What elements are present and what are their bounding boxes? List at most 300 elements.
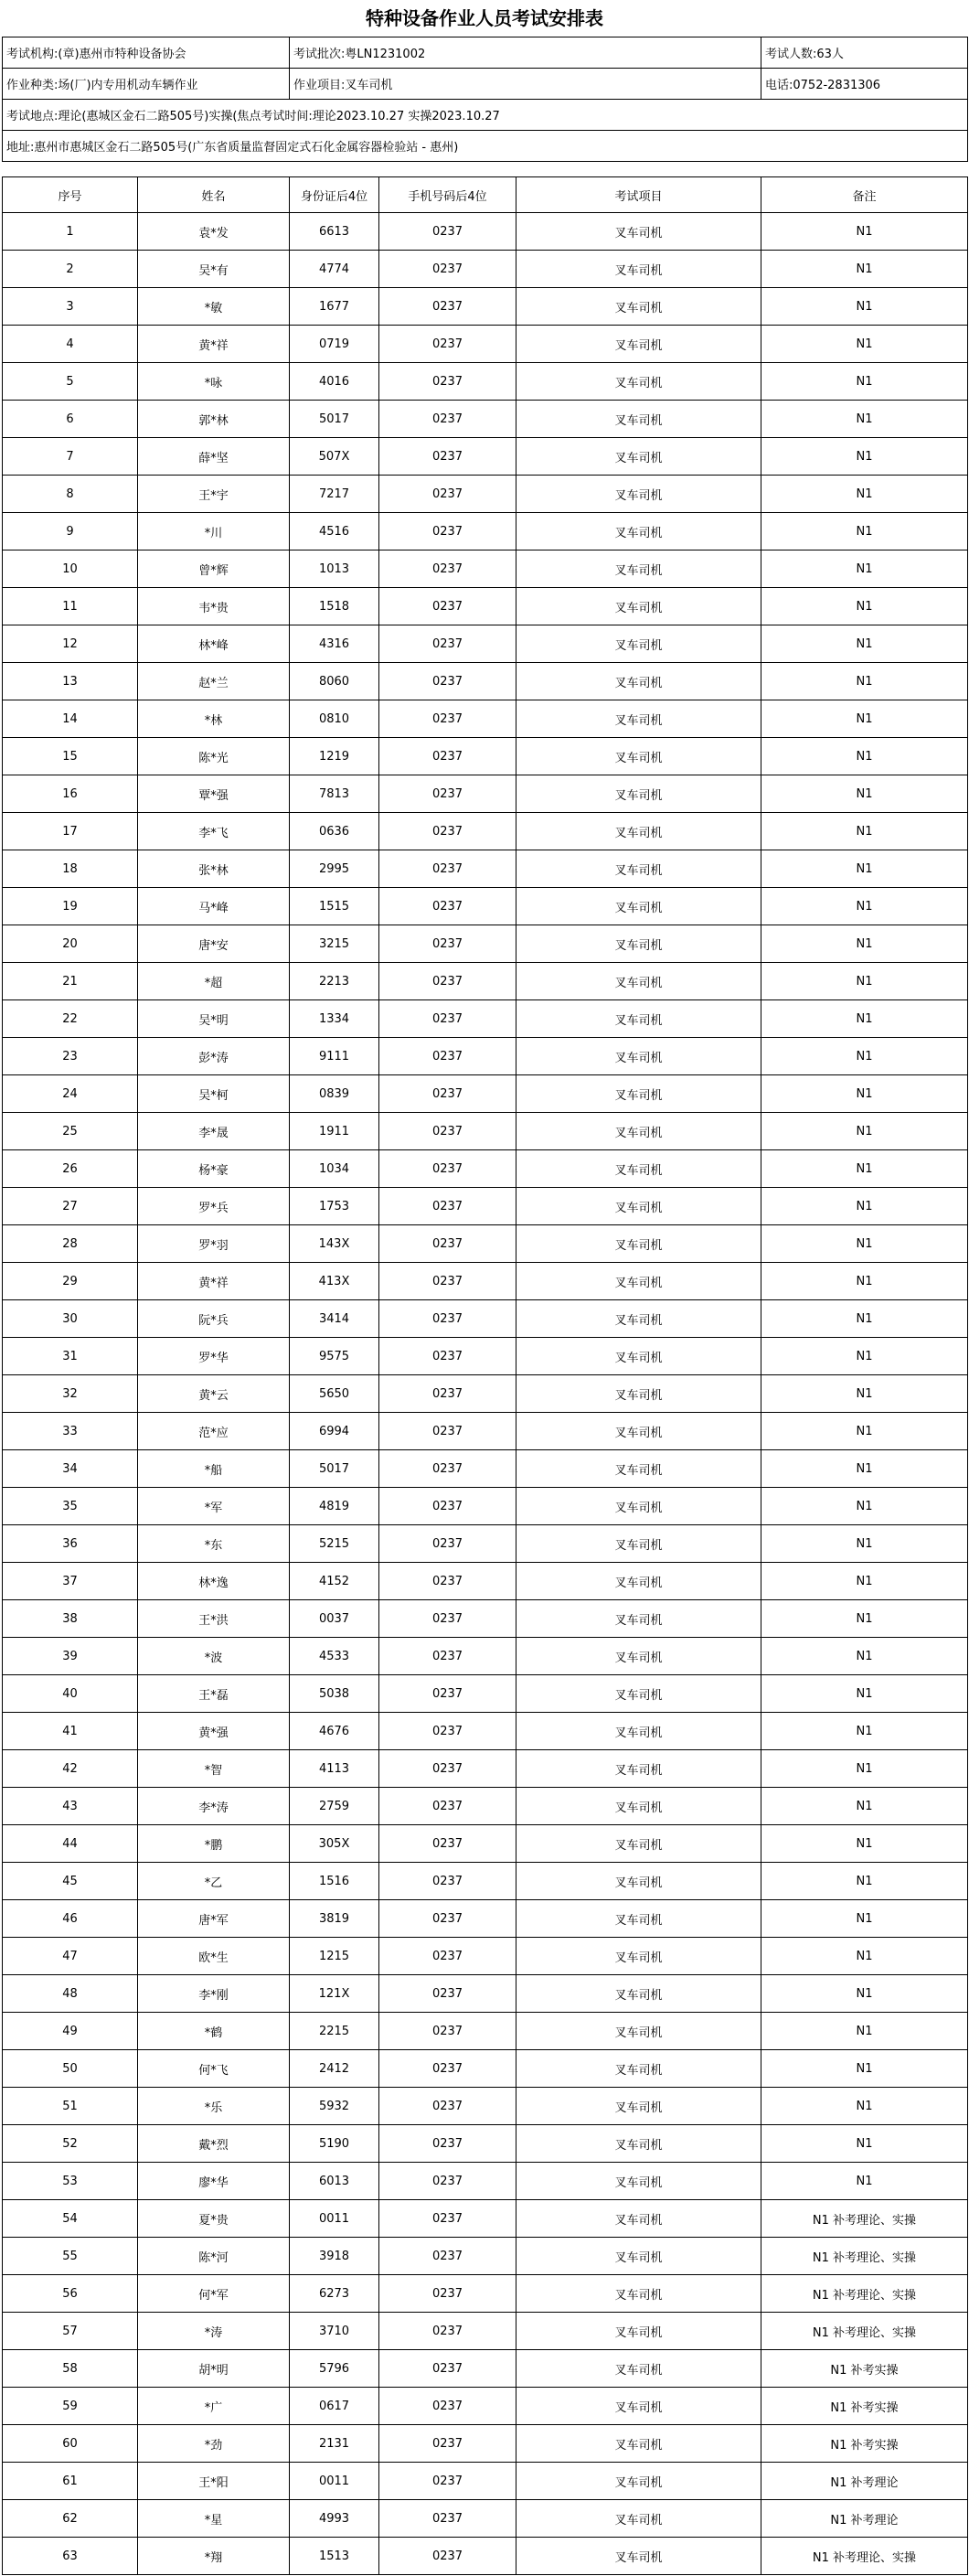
table-row	[3, 963, 968, 1000]
exam-item: 叉车司机	[516, 326, 761, 363]
remark: N1 补考实操	[761, 2388, 968, 2425]
id-last4: 1753	[290, 1188, 379, 1225]
id-last4: 7813	[290, 775, 379, 813]
row-index: 57	[3, 2313, 138, 2350]
remark: N1 补考理论、实操	[761, 2200, 968, 2238]
candidate-name: 赵*兰	[138, 663, 290, 700]
phone-last4: 0237	[379, 2125, 516, 2163]
table-row	[3, 700, 968, 738]
phone-last4: 0237	[379, 813, 516, 850]
phone-last4: 0237	[379, 588, 516, 625]
exam-item: 叉车司机	[516, 513, 761, 550]
candidate-name: *涛	[138, 2313, 290, 2350]
id-last4: 1034	[290, 1150, 379, 1188]
id-last4: 1911	[290, 1113, 379, 1150]
remark: N1	[761, 1338, 968, 1375]
exam-item: 叉车司机	[516, 1675, 761, 1713]
exam-item: 叉车司机	[516, 625, 761, 663]
table-row	[3, 2350, 968, 2388]
exam-item: 叉车司机	[516, 288, 761, 326]
id-last4: 0719	[290, 326, 379, 363]
candidate-name: *咏	[138, 363, 290, 401]
table-row	[3, 1338, 968, 1375]
candidate-name: 韦*贵	[138, 588, 290, 625]
table-row	[3, 1675, 968, 1713]
remark: N1	[761, 2013, 968, 2050]
phone-last4: 0237	[379, 513, 516, 550]
id-last4: 143X	[290, 1225, 379, 1263]
table-row	[3, 775, 968, 813]
exam-item: 叉车司机	[516, 850, 761, 888]
remark: N1	[761, 1788, 968, 1825]
phone-last4: 0237	[379, 625, 516, 663]
phone-last4: 0237	[379, 888, 516, 925]
phone-last4: 0237	[379, 1225, 516, 1263]
exam-item: 叉车司机	[516, 2200, 761, 2238]
phone-last4: 0237	[379, 2463, 516, 2500]
exam-item: 叉车司机	[516, 700, 761, 738]
row-index: 38	[3, 1600, 138, 1638]
table-row	[3, 663, 968, 700]
candidate-name: *星	[138, 2500, 290, 2538]
table-row	[3, 888, 968, 925]
candidate-name: 唐*安	[138, 925, 290, 963]
row-index: 62	[3, 2500, 138, 2538]
remark: N1 补考实操	[761, 2425, 968, 2463]
phone-last4: 0237	[379, 1863, 516, 1900]
exam-item: 叉车司机	[516, 1600, 761, 1638]
row-index: 21	[3, 963, 138, 1000]
candidate-name: 罗*华	[138, 1338, 290, 1375]
remark: N1	[761, 738, 968, 775]
exam-item: 叉车司机	[516, 1938, 761, 1975]
remark: N1	[761, 2125, 968, 2163]
exam-item: 叉车司机	[516, 1150, 761, 1188]
candidate-name: 吴*柯	[138, 1075, 290, 1113]
phone-last4: 0237	[379, 663, 516, 700]
row-index: 30	[3, 1300, 138, 1338]
row-index: 44	[3, 1825, 138, 1863]
table-row	[3, 1300, 968, 1338]
row-index: 43	[3, 1788, 138, 1825]
header-name: 姓名	[138, 177, 290, 213]
phone-last4: 0237	[379, 1713, 516, 1750]
phone-last4: 0237	[379, 1113, 516, 1150]
phone-last4: 0237	[379, 2425, 516, 2463]
remark: N1	[761, 1938, 968, 1975]
remark: N1	[761, 1488, 968, 1525]
exam-place-time: 考试地点:理论(惠城区金石二路505号)实操(焦点考试时间:理论2023.10.27 实操2023.10.27	[3, 100, 968, 131]
id-last4: 4676	[290, 1713, 379, 1750]
candidate-name: *波	[138, 1638, 290, 1675]
exam-item: 叉车司机	[516, 813, 761, 850]
row-index: 55	[3, 2238, 138, 2275]
exam-item: 叉车司机	[516, 1075, 761, 1113]
id-last4: 4533	[290, 1638, 379, 1675]
phone-last4: 0237	[379, 2538, 516, 2575]
id-last4: 0839	[290, 1075, 379, 1113]
table-row	[3, 2088, 968, 2125]
header-index: 序号	[3, 177, 138, 213]
exam-batch: 考试批次:粤LN1231002	[290, 37, 761, 69]
candidate-name: 李*涛	[138, 1788, 290, 1825]
id-last4: 5215	[290, 1525, 379, 1563]
phone-last4: 0237	[379, 1000, 516, 1038]
candidate-name: 曾*辉	[138, 550, 290, 588]
remark: N1	[761, 963, 968, 1000]
remark: N1 补考实操	[761, 2350, 968, 2388]
id-last4: 0617	[290, 2388, 379, 2425]
remark: N1	[761, 1975, 968, 2013]
table-row	[3, 2463, 968, 2500]
id-last4: 1215	[290, 1938, 379, 1975]
row-index: 2	[3, 251, 138, 288]
exam-item: 叉车司机	[516, 1900, 761, 1938]
table-header-row	[3, 177, 968, 213]
candidate-name: *翔	[138, 2538, 290, 2575]
table-row	[3, 1525, 968, 1563]
table-row	[3, 2275, 968, 2313]
phone-last4: 0237	[379, 401, 516, 438]
phone-last4: 0237	[379, 213, 516, 251]
exam-item: 叉车司机	[516, 663, 761, 700]
id-last4: 4113	[290, 1750, 379, 1788]
remark: N1	[761, 625, 968, 663]
row-index: 39	[3, 1638, 138, 1675]
table-row	[3, 2163, 968, 2200]
header-phone-last4: 手机号码后4位	[379, 177, 516, 213]
remark: N1	[761, 1225, 968, 1263]
row-index: 50	[3, 2050, 138, 2088]
phone-last4: 0237	[379, 1975, 516, 2013]
candidate-name: 阮*兵	[138, 1300, 290, 1338]
id-last4: 2215	[290, 2013, 379, 2050]
candidate-name: 李*晟	[138, 1113, 290, 1150]
table-row	[3, 1900, 968, 1938]
remark: N1	[761, 213, 968, 251]
candidate-name: 何*飞	[138, 2050, 290, 2088]
id-last4: 2759	[290, 1788, 379, 1825]
remark: N1	[761, 1188, 968, 1225]
exam-item: 叉车司机	[516, 2125, 761, 2163]
candidate-name: *超	[138, 963, 290, 1000]
exam-item: 叉车司机	[516, 1975, 761, 2013]
remark: N1	[761, 1375, 968, 1413]
row-index: 17	[3, 813, 138, 850]
row-index: 10	[3, 550, 138, 588]
candidate-name: 罗*羽	[138, 1225, 290, 1263]
candidate-name: 林*峰	[138, 625, 290, 663]
exam-item: 叉车司机	[516, 2538, 761, 2575]
phone-last4: 0237	[379, 700, 516, 738]
candidate-name: 何*军	[138, 2275, 290, 2313]
row-index: 42	[3, 1750, 138, 1788]
id-last4: 4774	[290, 251, 379, 288]
id-last4: 5038	[290, 1675, 379, 1713]
exam-item: 叉车司机	[516, 1038, 761, 1075]
row-index: 9	[3, 513, 138, 550]
phone-last4: 0237	[379, 963, 516, 1000]
candidate-name: 李*飞	[138, 813, 290, 850]
table-row	[3, 2125, 968, 2163]
table-row	[3, 1788, 968, 1825]
table-row	[3, 326, 968, 363]
candidate-name: 王*宇	[138, 476, 290, 513]
row-index: 24	[3, 1075, 138, 1113]
candidate-name: 林*逸	[138, 1563, 290, 1600]
exam-item: 叉车司机	[516, 1000, 761, 1038]
exam-item: 叉车司机	[516, 2163, 761, 2200]
candidate-name: 薛*坚	[138, 438, 290, 476]
exam-count: 考试人数:63人	[761, 37, 968, 69]
id-last4: 0011	[290, 2200, 379, 2238]
candidate-name: *劲	[138, 2425, 290, 2463]
phone-last4: 0237	[379, 1488, 516, 1525]
exam-item: 叉车司机	[516, 963, 761, 1000]
id-last4: 3819	[290, 1900, 379, 1938]
remark: N1	[761, 1150, 968, 1188]
remark: N1	[761, 1075, 968, 1113]
id-last4: 305X	[290, 1825, 379, 1863]
candidate-name: 胡*明	[138, 2350, 290, 2388]
table-row	[3, 476, 968, 513]
id-last4: 3414	[290, 1300, 379, 1338]
table-row	[3, 2538, 968, 2575]
info-row	[3, 100, 968, 131]
row-index: 58	[3, 2350, 138, 2388]
remark: N1	[761, 1750, 968, 1788]
id-last4: 1219	[290, 738, 379, 775]
phone-last4: 0237	[379, 1075, 516, 1113]
candidate-name: 吴*有	[138, 251, 290, 288]
exam-item: 叉车司机	[516, 2463, 761, 2500]
exam-info-table	[2, 37, 968, 162]
id-last4: 0810	[290, 700, 379, 738]
candidate-name: *船	[138, 1450, 290, 1488]
table-row	[3, 401, 968, 438]
remark: N1	[761, 888, 968, 925]
table-row	[3, 2013, 968, 2050]
id-last4: 6613	[290, 213, 379, 251]
phone-last4: 0237	[379, 1825, 516, 1863]
table-row	[3, 1488, 968, 1525]
row-index: 5	[3, 363, 138, 401]
table-row	[3, 625, 968, 663]
candidate-name: 王*洪	[138, 1600, 290, 1638]
table-row	[3, 1975, 968, 2013]
row-index: 53	[3, 2163, 138, 2200]
table-row	[3, 2050, 968, 2088]
remark: N1	[761, 476, 968, 513]
candidate-name: 廖*华	[138, 2163, 290, 2200]
row-index: 8	[3, 476, 138, 513]
exam-item: 叉车司机	[516, 1263, 761, 1300]
remark: N1	[761, 588, 968, 625]
exam-item: 叉车司机	[516, 476, 761, 513]
table-row	[3, 1638, 968, 1675]
candidate-name: 黄*云	[138, 1375, 290, 1413]
candidate-name: 罗*兵	[138, 1188, 290, 1225]
phone-last4: 0237	[379, 1638, 516, 1675]
phone-last4: 0237	[379, 2050, 516, 2088]
table-row	[3, 850, 968, 888]
row-index: 4	[3, 326, 138, 363]
table-row	[3, 438, 968, 476]
remark: N1	[761, 2163, 968, 2200]
row-index: 52	[3, 2125, 138, 2163]
id-last4: 5017	[290, 401, 379, 438]
candidate-name: 王*阳	[138, 2463, 290, 2500]
remark: N1	[761, 1413, 968, 1450]
row-index: 35	[3, 1488, 138, 1525]
exam-item: 叉车司机	[516, 1563, 761, 1600]
exam-item: 叉车司机	[516, 401, 761, 438]
exam-item: 叉车司机	[516, 2013, 761, 2050]
remark: N1 补考理论、实操	[761, 2275, 968, 2313]
id-last4: 2412	[290, 2050, 379, 2088]
remark: N1	[761, 1863, 968, 1900]
phone-last4: 0237	[379, 1938, 516, 1975]
exam-item: 叉车司机	[516, 2350, 761, 2388]
exam-item: 叉车司机	[516, 213, 761, 251]
phone-last4: 0237	[379, 2238, 516, 2275]
row-index: 29	[3, 1263, 138, 1300]
exam-item: 叉车司机	[516, 775, 761, 813]
row-index: 37	[3, 1563, 138, 1600]
remark: N1	[761, 1900, 968, 1938]
table-row	[3, 1938, 968, 1975]
remark: N1	[761, 1263, 968, 1300]
table-row	[3, 288, 968, 326]
phone-last4: 0237	[379, 775, 516, 813]
table-row	[3, 251, 968, 288]
job-item: 作业项目:叉车司机	[290, 69, 761, 100]
phone-last4: 0237	[379, 2163, 516, 2200]
id-last4: 9575	[290, 1338, 379, 1375]
table-row	[3, 925, 968, 963]
table-row	[3, 813, 968, 850]
table-row	[3, 2425, 968, 2463]
candidate-name: *敏	[138, 288, 290, 326]
candidate-name: 黄*祥	[138, 326, 290, 363]
id-last4: 6273	[290, 2275, 379, 2313]
row-index: 59	[3, 2388, 138, 2425]
exam-item: 叉车司机	[516, 1488, 761, 1525]
row-index: 54	[3, 2200, 138, 2238]
candidate-name: *川	[138, 513, 290, 550]
table-row	[3, 1413, 968, 1450]
phone-last4: 0237	[379, 1263, 516, 1300]
remark: N1	[761, 813, 968, 850]
exam-item: 叉车司机	[516, 550, 761, 588]
id-last4: 4516	[290, 513, 379, 550]
id-last4: 9111	[290, 1038, 379, 1075]
remark: N1	[761, 1038, 968, 1075]
remark: N1	[761, 2088, 968, 2125]
remark: N1 补考理论、实操	[761, 2238, 968, 2275]
row-index: 3	[3, 288, 138, 326]
row-index: 11	[3, 588, 138, 625]
id-last4: 7217	[290, 476, 379, 513]
candidate-table	[2, 176, 968, 2575]
table-row	[3, 2500, 968, 2538]
row-index: 27	[3, 1188, 138, 1225]
candidate-name: 黄*强	[138, 1713, 290, 1750]
table-row	[3, 1375, 968, 1413]
phone-last4: 0237	[379, 1600, 516, 1638]
candidate-name: *鹏	[138, 1825, 290, 1863]
candidate-name: 马*峰	[138, 888, 290, 925]
table-row	[3, 213, 968, 251]
row-index: 63	[3, 2538, 138, 2575]
row-index: 14	[3, 700, 138, 738]
row-index: 46	[3, 1900, 138, 1938]
remark: N1	[761, 363, 968, 401]
candidate-name: 覃*强	[138, 775, 290, 813]
remark: N1	[761, 1525, 968, 1563]
header-exam-item: 考试项目	[516, 177, 761, 213]
id-last4: 8060	[290, 663, 379, 700]
row-index: 60	[3, 2425, 138, 2463]
table-row	[3, 363, 968, 401]
phone-last4: 0237	[379, 1450, 516, 1488]
remark: N1	[761, 438, 968, 476]
table-row	[3, 1600, 968, 1638]
phone-last4: 0237	[379, 2388, 516, 2425]
phone-last4: 0237	[379, 1038, 516, 1075]
exam-item: 叉车司机	[516, 1300, 761, 1338]
exam-item: 叉车司机	[516, 1525, 761, 1563]
row-index: 36	[3, 1525, 138, 1563]
id-last4: 1334	[290, 1000, 379, 1038]
exam-org: 考试机构:(章)惠州市特种设备协会	[3, 37, 290, 69]
row-index: 25	[3, 1113, 138, 1150]
remark: N1	[761, 850, 968, 888]
row-index: 47	[3, 1938, 138, 1975]
table-row	[3, 1113, 968, 1150]
phone-last4: 0237	[379, 1375, 516, 1413]
table-row	[3, 1038, 968, 1075]
exam-item: 叉车司机	[516, 1825, 761, 1863]
remark: N1	[761, 775, 968, 813]
table-row	[3, 1750, 968, 1788]
phone-last4: 0237	[379, 1788, 516, 1825]
exam-item: 叉车司机	[516, 2425, 761, 2463]
id-last4: 6994	[290, 1413, 379, 1450]
row-index: 32	[3, 1375, 138, 1413]
row-index: 7	[3, 438, 138, 476]
phone-last4: 0237	[379, 1563, 516, 1600]
exam-item: 叉车司机	[516, 1225, 761, 1263]
id-last4: 4993	[290, 2500, 379, 2538]
exam-item: 叉车司机	[516, 251, 761, 288]
exam-item: 叉车司机	[516, 363, 761, 401]
job-type: 作业种类:场(厂)内专用机动车辆作业	[3, 69, 290, 100]
row-index: 23	[3, 1038, 138, 1075]
id-last4: 1515	[290, 888, 379, 925]
exam-item: 叉车司机	[516, 1863, 761, 1900]
row-index: 33	[3, 1413, 138, 1450]
id-last4: 0636	[290, 813, 379, 850]
exam-item: 叉车司机	[516, 2388, 761, 2425]
table-row	[3, 2200, 968, 2238]
exam-item: 叉车司机	[516, 1188, 761, 1225]
exam-item: 叉车司机	[516, 588, 761, 625]
phone-last4: 0237	[379, 850, 516, 888]
exam-item: 叉车司机	[516, 2088, 761, 2125]
candidate-name: *鹤	[138, 2013, 290, 2050]
remark: N1	[761, 2050, 968, 2088]
